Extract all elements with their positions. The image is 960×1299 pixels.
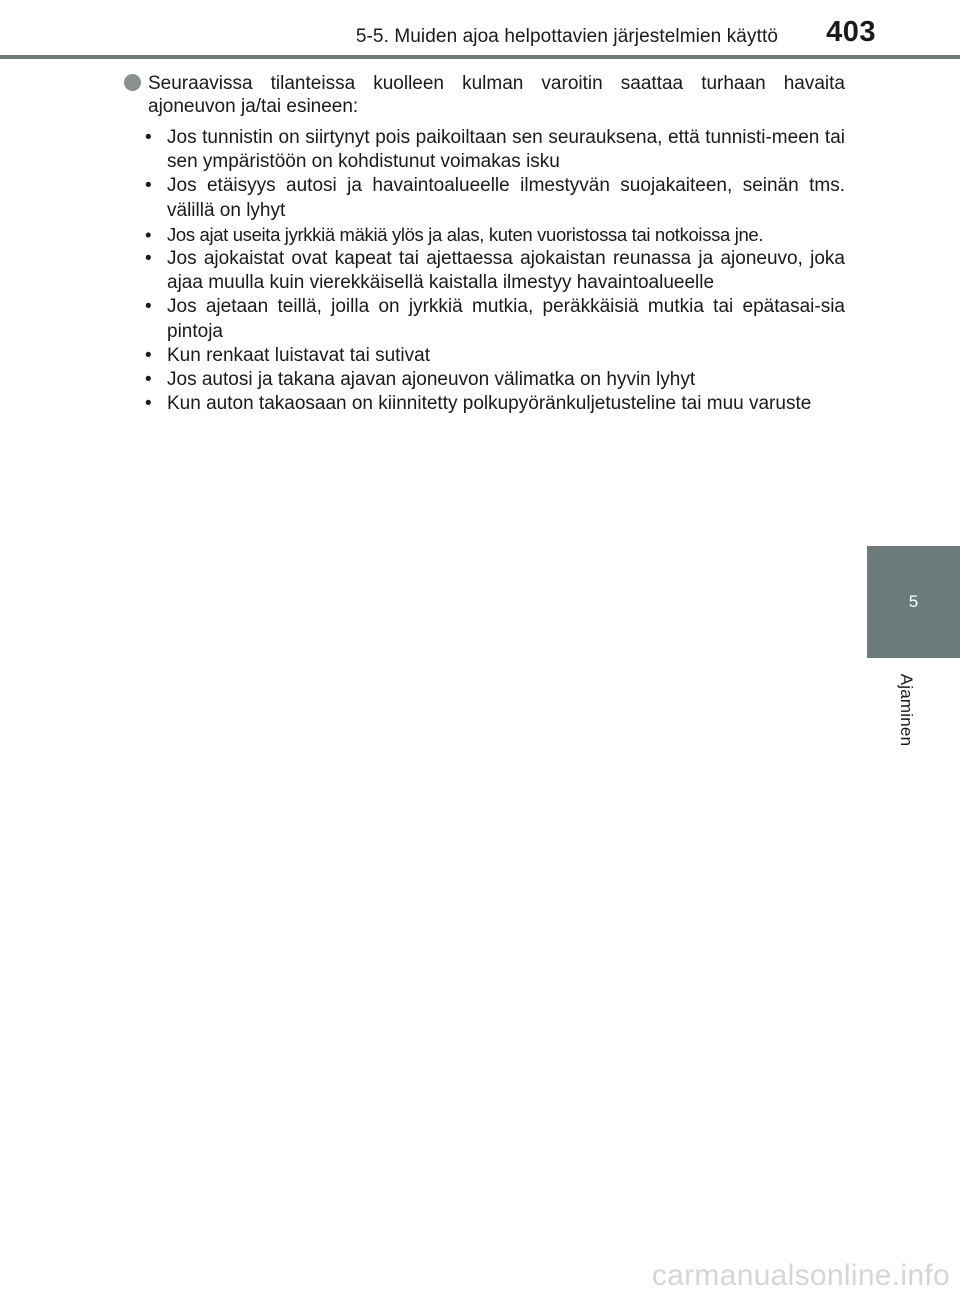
list-item (143, 295, 845, 343)
bullet-icon: • (145, 175, 152, 197)
list-item-text: Kun auton takaosaan on kiinnitetty polkupyöränkuljetusteline tai muu varuste (167, 393, 812, 415)
list-item-text: Jos autosi ja takana ajavan ajoneuvon välimatka on hyvin lyhyt (167, 369, 696, 391)
header-divider (0, 55, 960, 59)
chapter-number: 5 (908, 592, 919, 611)
page-number: 403 (826, 16, 876, 48)
list-item (143, 344, 845, 368)
bullet-icon: • (145, 344, 152, 366)
bullet-icon: • (145, 296, 152, 318)
list-item (143, 247, 845, 295)
list-item (143, 368, 845, 392)
circle-bullet-icon (124, 74, 141, 91)
list-item-text: Jos ajetaan teillä, joilla on jyrkkiä mutkia, peräkkäisiä mutkia tai epätasai-sia pintoja (167, 296, 845, 342)
list-item (143, 126, 845, 174)
condition-list (143, 126, 845, 416)
bullet-icon: • (145, 248, 152, 270)
list-item-text: Jos etäisyys autosi ja havaintoalueelle ilmestyvän suojakaiteen, seinän tms. välillä on lyhyt (167, 175, 845, 221)
watermark-text: carmanualsonline.info (651, 1259, 950, 1292)
list-item-text: Jos tunnistin on siirtynyt pois paikoiltaan sen seurauksena, että tunnisti-meen tai sen ympäristöön on kohdistunut voimakas isku (167, 127, 845, 173)
bullet-icon: • (145, 369, 152, 391)
section-title: 5-5. Muiden ajoa helpottavien järjestelmien käyttö (355, 26, 778, 47)
list-item (143, 392, 845, 416)
bullet-icon: • (145, 127, 152, 148)
chapter-tab (867, 546, 960, 658)
list-item-text: Jos ajokaistat ovat kapeat tai ajettaessa ajokaistan reunassa ja ajoneuvo, joka ajaa muulla kuin vierekkäisellä kaistalla ilmestyy havaintoalueelle (167, 248, 845, 294)
list-item-text: Jos ajat useita jyrkkiä mäkiä ylös ja alas, kuten vuoristossa tai notkoissa jne. (167, 223, 764, 245)
chapter-label: Ajaminen (897, 673, 916, 747)
list-item (143, 174, 845, 222)
bullet-icon: • (145, 223, 152, 245)
list-item-text: Kun renkaat luistavat tai sutivat (167, 344, 430, 366)
lead-paragraph: Seuraavissa tilanteissa kuolleen kulman varoitin saattaa turhaan havaita ajoneuvon ja/tai esineen: (148, 73, 845, 117)
bullet-icon: • (145, 393, 152, 415)
page-header (0, 0, 960, 60)
list-item (143, 223, 845, 247)
